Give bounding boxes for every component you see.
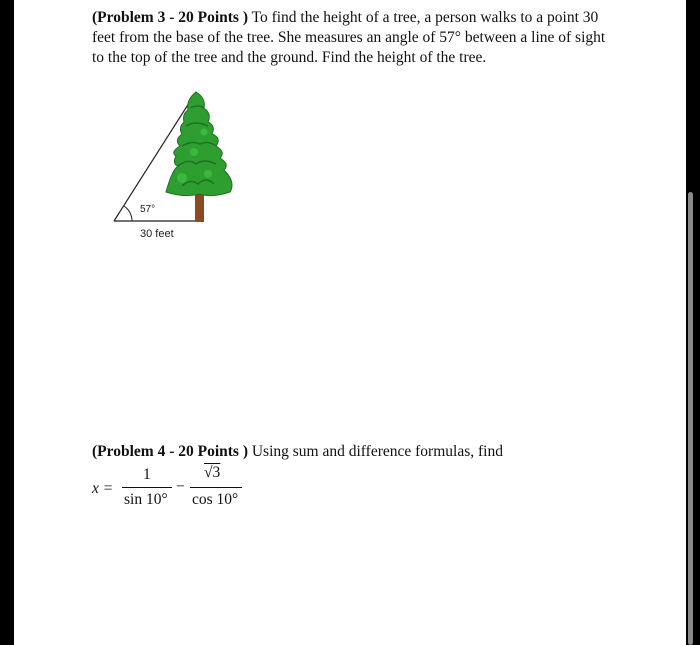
problem-3-heading: (Problem 3 - 20 Points ) <box>92 9 248 26</box>
fraction-1-denominator: sin 10° <box>124 491 168 508</box>
fraction-1-bar <box>122 487 172 488</box>
tree-foliage <box>166 92 232 196</box>
problem-4 <box>92 442 612 462</box>
problem-4-heading: (Problem 4 - 20 Points ) <box>92 443 248 460</box>
tree-figure <box>112 86 242 246</box>
minus-sign: − <box>176 478 185 495</box>
angle-arc <box>124 206 132 221</box>
angle-label: 57° <box>140 204 156 215</box>
fraction-2-bar <box>190 487 242 488</box>
problem-4-text: Using sum and difference formulas, find <box>247 443 503 460</box>
fraction-2-numerator: √3 <box>204 464 221 481</box>
problem-3 <box>92 8 612 68</box>
fraction-1-numerator: 1 <box>143 466 151 483</box>
problem-3-text: To find the height of a tree, a person walks to a point 30 feet from the base of the tree. She measures an angle of 57° between a line of sight to the top of the tree and the ground. Find the height of the tree. <box>92 9 606 66</box>
distance-label: 30 feet <box>140 228 174 240</box>
formula <box>92 462 292 512</box>
scrollbar[interactable] <box>688 192 693 645</box>
fraction-2-denominator: cos 10° <box>192 491 239 508</box>
formula-lhs: x = <box>92 480 114 497</box>
tree-trunk <box>195 192 204 222</box>
